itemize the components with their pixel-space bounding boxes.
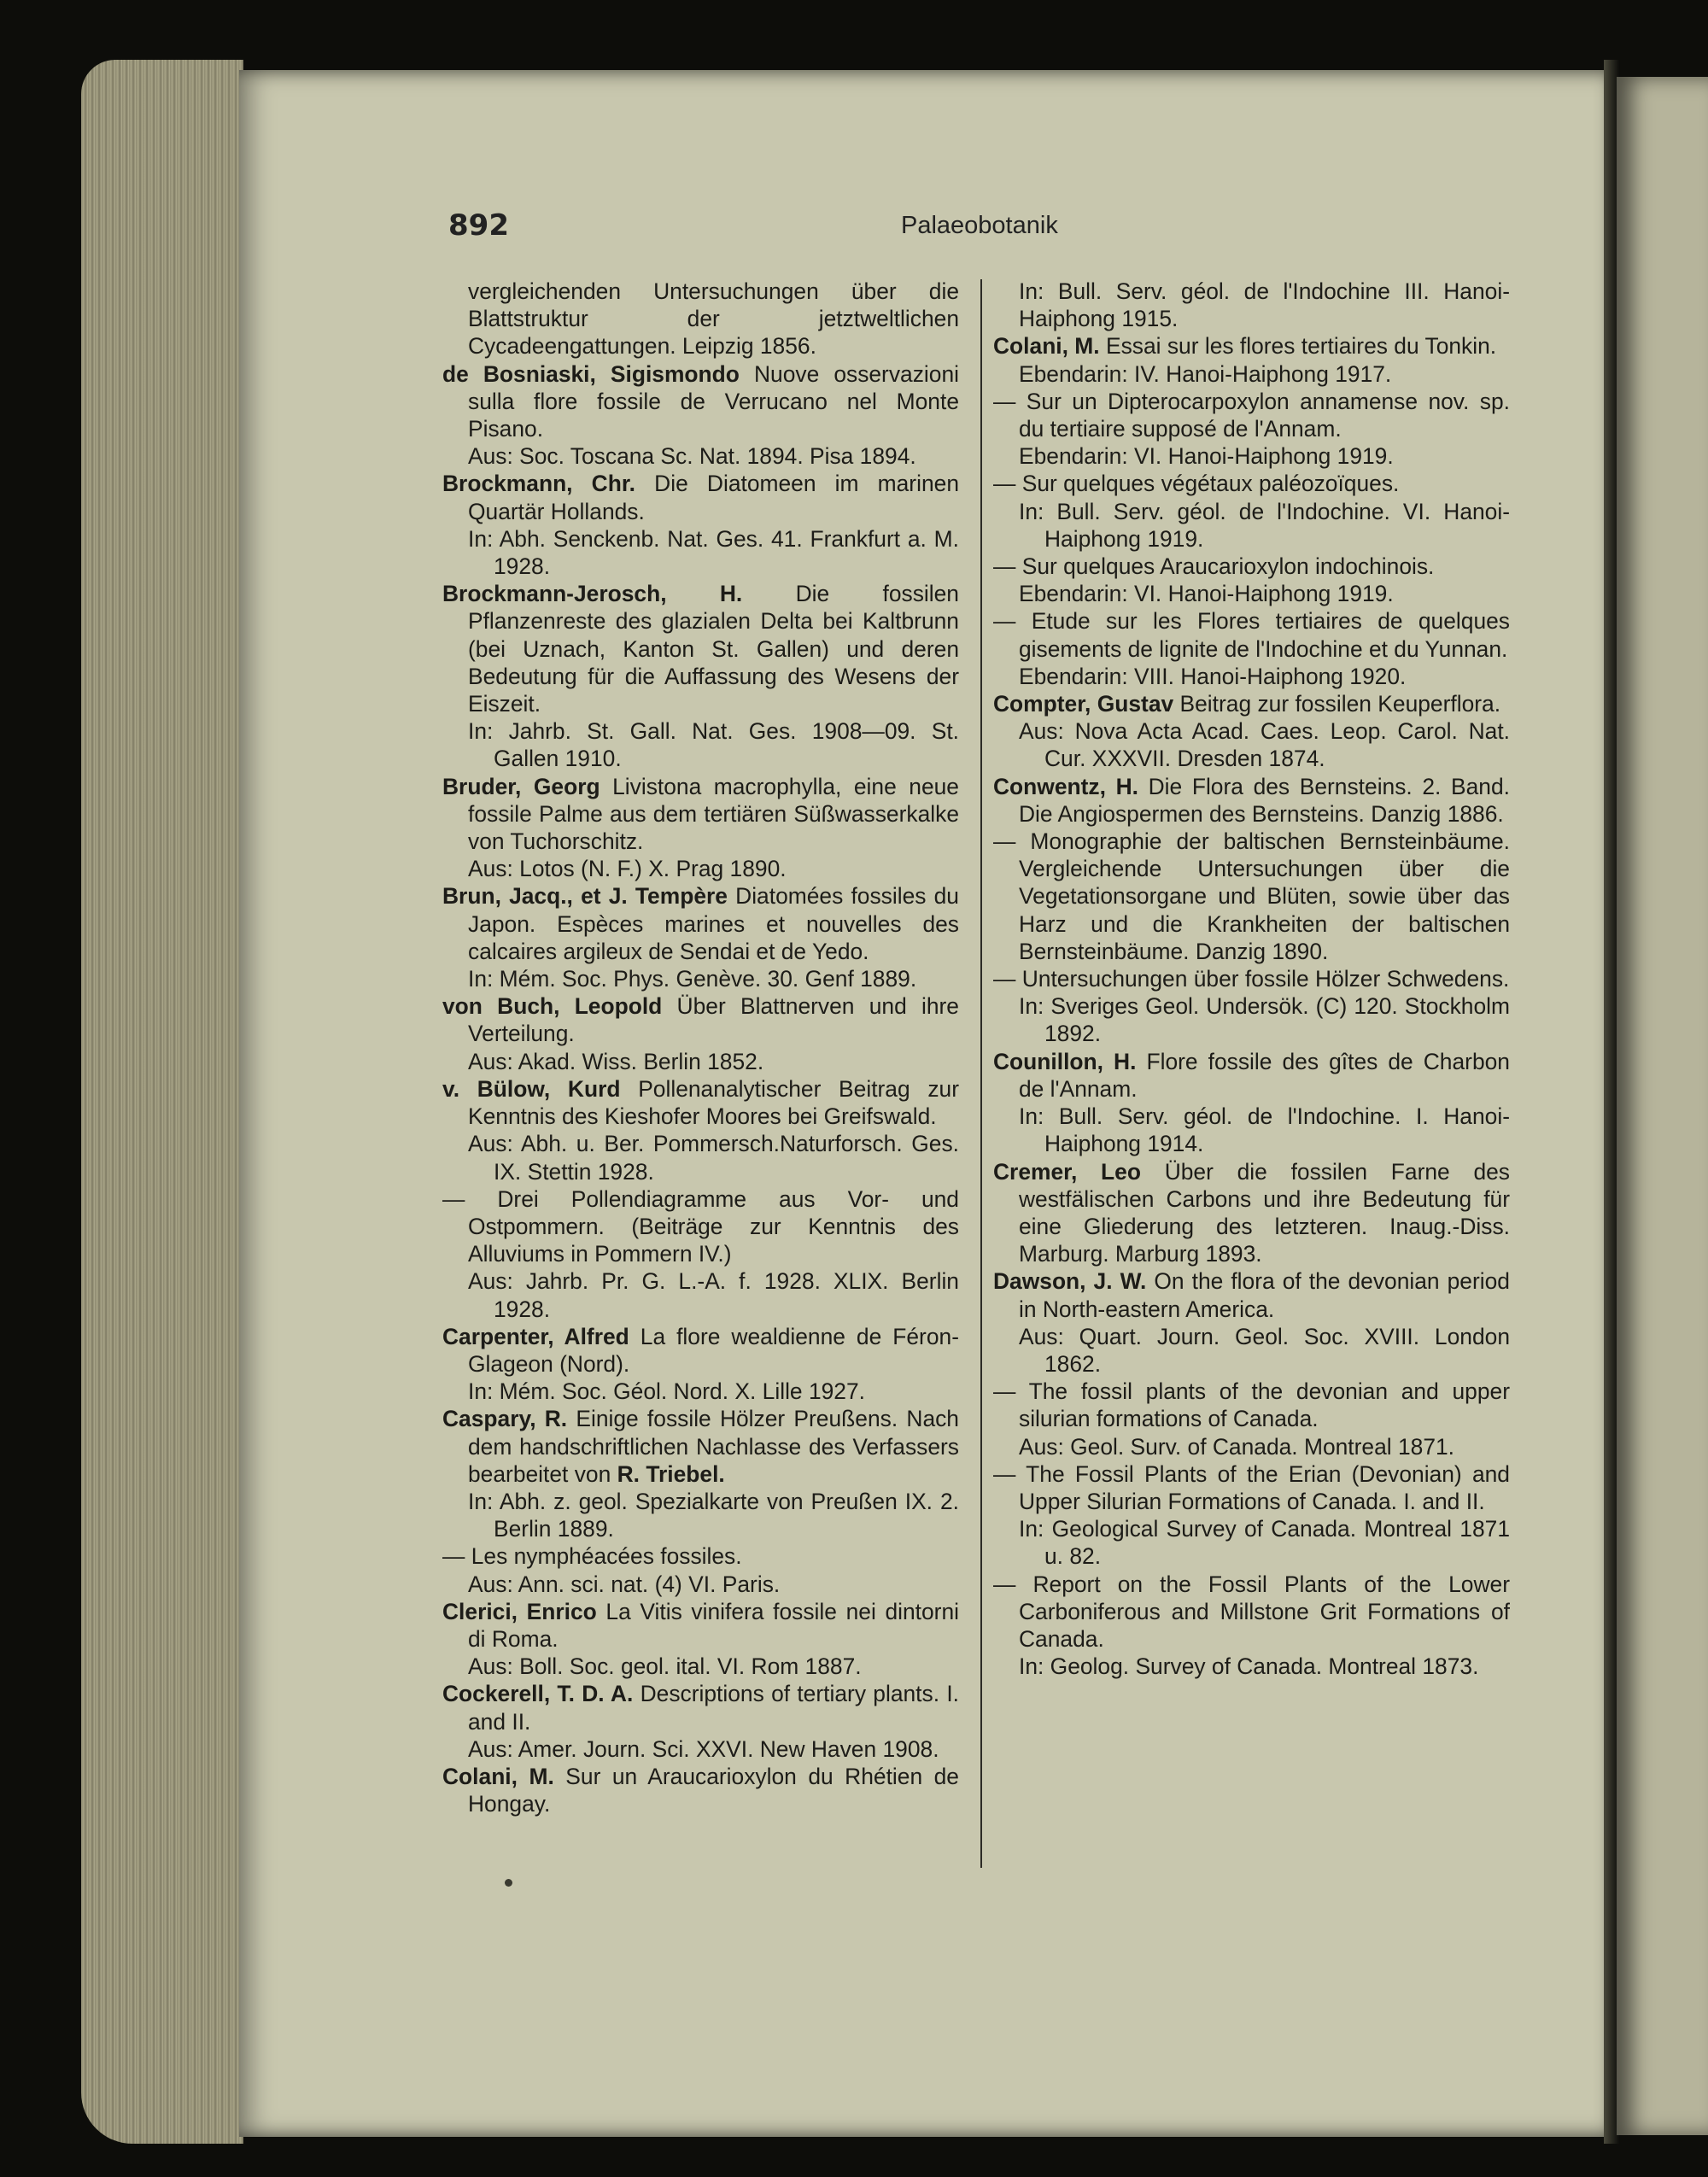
entry-dash-title: — The fossil plants of the devonian and upper silurian formations of Canada. — [993, 1378, 1510, 1432]
entry-source: Ebendarin: VIII. Hanoi-Haiphong 1920. — [1019, 663, 1407, 689]
right-column — [993, 278, 1510, 1680]
entry-title: Nuove osservazioni sulla flore fossile de Verrucano nel Monte Pisano. — [468, 360, 959, 442]
bibliography-entry — [993, 332, 1510, 387]
entry-dash-title: — Drei Pollendiagramme aus Vor- und Ostpommern. (Beiträge zur Kenntnis des Alluviums in Pommern IV.) — [442, 1185, 959, 1267]
entry-title: Diatomées fossiles du Japon. Espèces marines et nouvelles des calcaires argileux de Sendai et de Yedo. — [468, 883, 959, 964]
entry-dash-title: — Monographie der baltischen Bernsteinbäume. Vergleichende Untersuchungen über die Vegetationsorgane und Blüten, sowie über das Harz und die Krankheiten der baltischen Bernsteinbäume. Danzig 1890. — [993, 828, 1510, 964]
entry-main — [993, 1048, 1510, 1103]
entry-main — [442, 580, 959, 717]
entry-source: Ebendarin: VI. Hanoi-Haiphong 1919. — [1019, 581, 1394, 607]
entry-main — [993, 1460, 1510, 1515]
entry-dash-title: — Sur quelques végétaux paléozoïques. — [993, 471, 1400, 497]
page-number: 892 — [448, 208, 509, 243]
entry-source: Aus: Abh. u. Ber. Pommersch.Naturforsch. Ges. IX. Stettin 1928. — [468, 1131, 959, 1185]
entry-dash-title: — Les nymphéacées fossiles. — [442, 1543, 742, 1570]
entry-main — [442, 360, 959, 443]
entry-main — [993, 1571, 1510, 1653]
bibliography-entry — [993, 553, 1510, 607]
bibliography-entry — [993, 470, 1510, 553]
entry-title: Flore fossile des gîtes de Charbon de l'Annam. — [1019, 1048, 1510, 1102]
entry-author: Carpenter, Alfred — [442, 1323, 629, 1349]
entry-main — [442, 1185, 959, 1268]
entry-main — [993, 388, 1510, 442]
entry-source: In: Bull. Serv. géol. de l'Indochine. VI. Hanoi-Haiphong 1919. — [1019, 498, 1510, 552]
entry-author: Clerici, Enrico — [442, 1598, 597, 1624]
entry-author: Cremer, Leo — [993, 1158, 1141, 1185]
entry-title: Sur un Araucarioxylon du Rhétien de Hongay. — [468, 1763, 959, 1817]
left-column — [442, 278, 959, 1817]
entry-source: In: Geolog. Survey of Canada. Montreal 1873. — [1019, 1653, 1479, 1680]
entry-dash-title: — Etude sur les Flores tertiaires de quelques gisements de lignite de l'Indochine et du Yunnan. — [993, 608, 1510, 662]
entry-source: In: Sveriges Geol. Undersök. (C) 120. Stockholm 1892. — [1019, 993, 1510, 1047]
entry-author: Counillon, H. — [993, 1048, 1137, 1074]
entry-author: Colani, M. — [442, 1763, 554, 1789]
entry-main — [442, 773, 959, 856]
entry-main — [442, 1680, 959, 1735]
entry-main — [442, 882, 959, 965]
bibliography-entry — [442, 1075, 959, 1185]
bibliography-entry — [442, 580, 959, 772]
entry-title: Pollenanalytischer Beitrag zur Kenntnis des Kieshofer Moores bei Greifswald. — [468, 1075, 960, 1130]
entry-dash-title: — Sur quelques Araucarioxylon indochinois. — [993, 553, 1435, 580]
entry-main — [442, 1763, 959, 1817]
entry-main — [442, 1405, 959, 1488]
entry-dash-title: — Report on the Fossil Plants of the Lower Carboniferous and Millstone Grit Formations of Canada. — [993, 1571, 1510, 1652]
bibliography-entry — [442, 360, 959, 471]
entry-author: Compter, Gustav — [993, 691, 1174, 717]
entry-continuation: In: Bull. Serv. géol. de l'Indochine III. Hanoi-Haiphong 1915. — [1019, 278, 1510, 332]
entry-source: Aus: Soc. Toscana Sc. Nat. 1894. Pisa 1894. — [468, 443, 916, 470]
entry-source: Aus: Akad. Wiss. Berlin 1852. — [468, 1048, 764, 1074]
entry-source: Aus: Amer. Journ. Sci. XXVI. New Haven 1908. — [468, 1735, 939, 1762]
bibliography-entry — [442, 1323, 959, 1406]
bibliography-entry — [993, 1460, 1510, 1571]
entry-title: Essai sur les flores tertiaires du Tonkin. — [1105, 333, 1497, 360]
entry-title: La flore wealdienne de Féron-Glageon (Nord). — [468, 1323, 959, 1377]
entry-title: Einige fossile Hölzer Preußens. Nach dem handschriftlichen Nachlasse des Verfassers bearbeitet von — [468, 1406, 959, 1487]
entry-main — [993, 1267, 1510, 1322]
entry-author: Colani, M. — [993, 333, 1100, 360]
bibliography-entry — [993, 965, 1510, 1048]
entry-source: Aus: Nova Acta Acad. Caes. Leop. Carol. Nat. Cur. XXXVII. Dresden 1874. — [1019, 718, 1510, 772]
entry-source: Aus: Boll. Soc. geol. ital. VI. Rom 1887. — [468, 1653, 862, 1680]
entry-main — [442, 1542, 959, 1570]
entry-author: de Bosniaski, Sigismondo — [442, 360, 740, 387]
entry-main — [993, 553, 1510, 580]
bibliography-entry — [442, 1763, 959, 1817]
entry-main — [993, 332, 1510, 360]
entry-main — [442, 1598, 959, 1653]
bibliography-entry — [442, 1680, 959, 1763]
bibliography-entry — [993, 1571, 1510, 1681]
entry-title: On the flora of the devonian period in North-eastern America. — [1019, 1268, 1510, 1322]
entry-source: In: Jahrb. St. Gall. Nat. Ges. 1908—09. St. Gallen 1910. — [468, 718, 959, 772]
entry-author: Brockmann, Chr. — [442, 471, 635, 497]
entry-author: von Buch, Leopold — [442, 993, 663, 1020]
entry-main — [993, 965, 1510, 992]
bibliography-entry — [442, 1405, 959, 1542]
bibliography-entry — [993, 1048, 1510, 1158]
bibliography-entry — [993, 690, 1510, 773]
entry-source: In: Mém. Soc. Phys. Genève. 30. Genf 1889. — [468, 966, 917, 992]
entry-source: Aus: Jahrb. Pr. G. L.-A. f. 1928. XLIX. Berlin 1928. — [468, 1268, 959, 1322]
entry-title: Beitrag zur fossilen Keuperflora. — [1179, 691, 1501, 717]
entry-source: In: Abh. Senckenb. Nat. Ges. 41. Frankfurt a. M. 1928. — [468, 525, 959, 580]
running-title: Palaeobotanik — [901, 212, 1058, 239]
entry-main — [993, 1378, 1510, 1432]
bibliography-entry — [993, 278, 1510, 332]
bibliography-entry — [993, 1158, 1510, 1268]
entry-title: La Vitis vinifera fossile nei dintorni di Roma. — [468, 1598, 959, 1652]
entry-main — [442, 470, 959, 524]
column-divider — [980, 279, 982, 1868]
entry-main — [993, 470, 1510, 497]
bibliography-entry — [442, 278, 959, 360]
entry-main — [442, 1323, 959, 1378]
bibliography-entry — [442, 1542, 959, 1597]
entry-author: Conwentz, H. — [993, 773, 1138, 799]
bibliography-entry — [993, 607, 1510, 690]
entry-continuation: vergleichenden Untersuchungen über die Blattstruktur der jetztweltlichen Cycadeengattungen. Leipzig 1856. — [468, 278, 959, 360]
bibliography-entry — [442, 992, 959, 1075]
ink-speck — [505, 1879, 512, 1887]
entry-author: Cockerell, T. D. A. — [442, 1681, 634, 1707]
entry-title: Die Diatomeen im marinen Quartär Hollands. — [468, 471, 959, 524]
entry-source: Ebendarin: VI. Hanoi-Haiphong 1919. — [1019, 443, 1394, 470]
bibliography-entry — [442, 882, 959, 992]
entry-title: Über die fossilen Farne des westfälischen Carbons und ihre Bedeutung für eine Gliederung des letzteren. Inaug.-Diss. Marburg. Marburg 1893. — [1019, 1158, 1510, 1267]
page-header — [0, 208, 1708, 251]
entry-author: Dawson, J. W. — [993, 1268, 1147, 1295]
entry-main — [442, 1075, 959, 1130]
entry-author: Brun, Jacq., et J. Tempère — [442, 883, 728, 910]
bibliography-entry — [993, 828, 1510, 965]
entry-title-bold: R. Triebel. — [617, 1460, 725, 1487]
entry-title: Die Flora des Bernsteins. 2. Band. Die Angiospermen des Bernsteins. Danzig 1886. — [1019, 773, 1510, 827]
entry-source: Aus: Ann. sci. nat. (4) VI. Paris. — [468, 1571, 781, 1597]
entry-main — [993, 607, 1510, 662]
bibliography-entry — [442, 470, 959, 580]
entry-source: In: Mém. Soc. Géol. Nord. X. Lille 1927. — [468, 1378, 865, 1405]
entry-author: v. Bülow, Kurd — [442, 1075, 621, 1102]
entry-dash-title: — The Fossil Plants of the Erian (Devonian) and Upper Silurian Formations of Canada. I. and II. — [993, 1460, 1510, 1514]
book-page-edges — [81, 60, 243, 2144]
entry-source: In: Bull. Serv. géol. de l'Indochine. I. Hanoi-Haiphong 1914. — [1019, 1103, 1510, 1157]
entry-title: Die fossilen Pflanzenreste des glazialen Delta bei Kaltbrunn (bei Uznach, Kanton St. Gallen) und deren Bedeutung für die Auffassung des Wesens der Eiszeit. — [468, 581, 959, 717]
entry-main — [993, 690, 1510, 717]
entry-title: Livistona macrophylla, eine neue fossile Palme aus dem tertiären Süßwasserkalke von Tuchorschitz. — [468, 773, 959, 855]
bibliography-entry — [993, 388, 1510, 471]
entry-source: Ebendarin: IV. Hanoi-Haiphong 1917. — [1019, 360, 1392, 387]
bibliography-entry — [993, 773, 1510, 828]
entry-author: Brockmann-Jerosch, H. — [442, 581, 743, 607]
entry-dash-title: — Sur un Dipterocarpoxylon annamense nov. sp. du tertiaire supposé de l'Annam. — [993, 388, 1510, 442]
entry-source: In: Geological Survey of Canada. Montreal 1871 u. 82. — [1019, 1516, 1510, 1570]
entry-title: Descriptions of tertiary plants. I. and II. — [468, 1681, 959, 1735]
bibliography-entry — [442, 1598, 959, 1681]
entry-dash-title: — Untersuchungen über fossile Hölzer Schwedens. — [993, 966, 1510, 992]
bibliography-entry — [993, 1267, 1510, 1378]
entry-source: In: Abh. z. geol. Spezialkarte von Preußen IX. 2. Berlin 1889. — [468, 1488, 959, 1542]
entry-author: Caspary, R. — [442, 1406, 568, 1432]
entry-source: Aus: Geol. Surv. of Canada. Montreal 1871. — [1019, 1433, 1455, 1460]
entry-main — [993, 1158, 1510, 1268]
entry-main — [993, 773, 1510, 828]
entry-source: Aus: Lotos (N. F.) X. Prag 1890. — [468, 856, 787, 882]
entry-title: Über Blattnerven und ihre Verteilung. — [468, 993, 959, 1047]
bibliography-entry — [442, 1185, 959, 1323]
bibliography-entry — [993, 1378, 1510, 1460]
entry-main — [993, 828, 1510, 965]
bibliography-entry — [442, 773, 959, 883]
entry-main — [442, 992, 959, 1047]
entry-author: Bruder, Georg — [442, 773, 600, 799]
entry-source: Aus: Quart. Journ. Geol. Soc. XVIII. London 1862. — [1019, 1323, 1510, 1377]
facing-page-edge — [1617, 77, 1708, 2135]
